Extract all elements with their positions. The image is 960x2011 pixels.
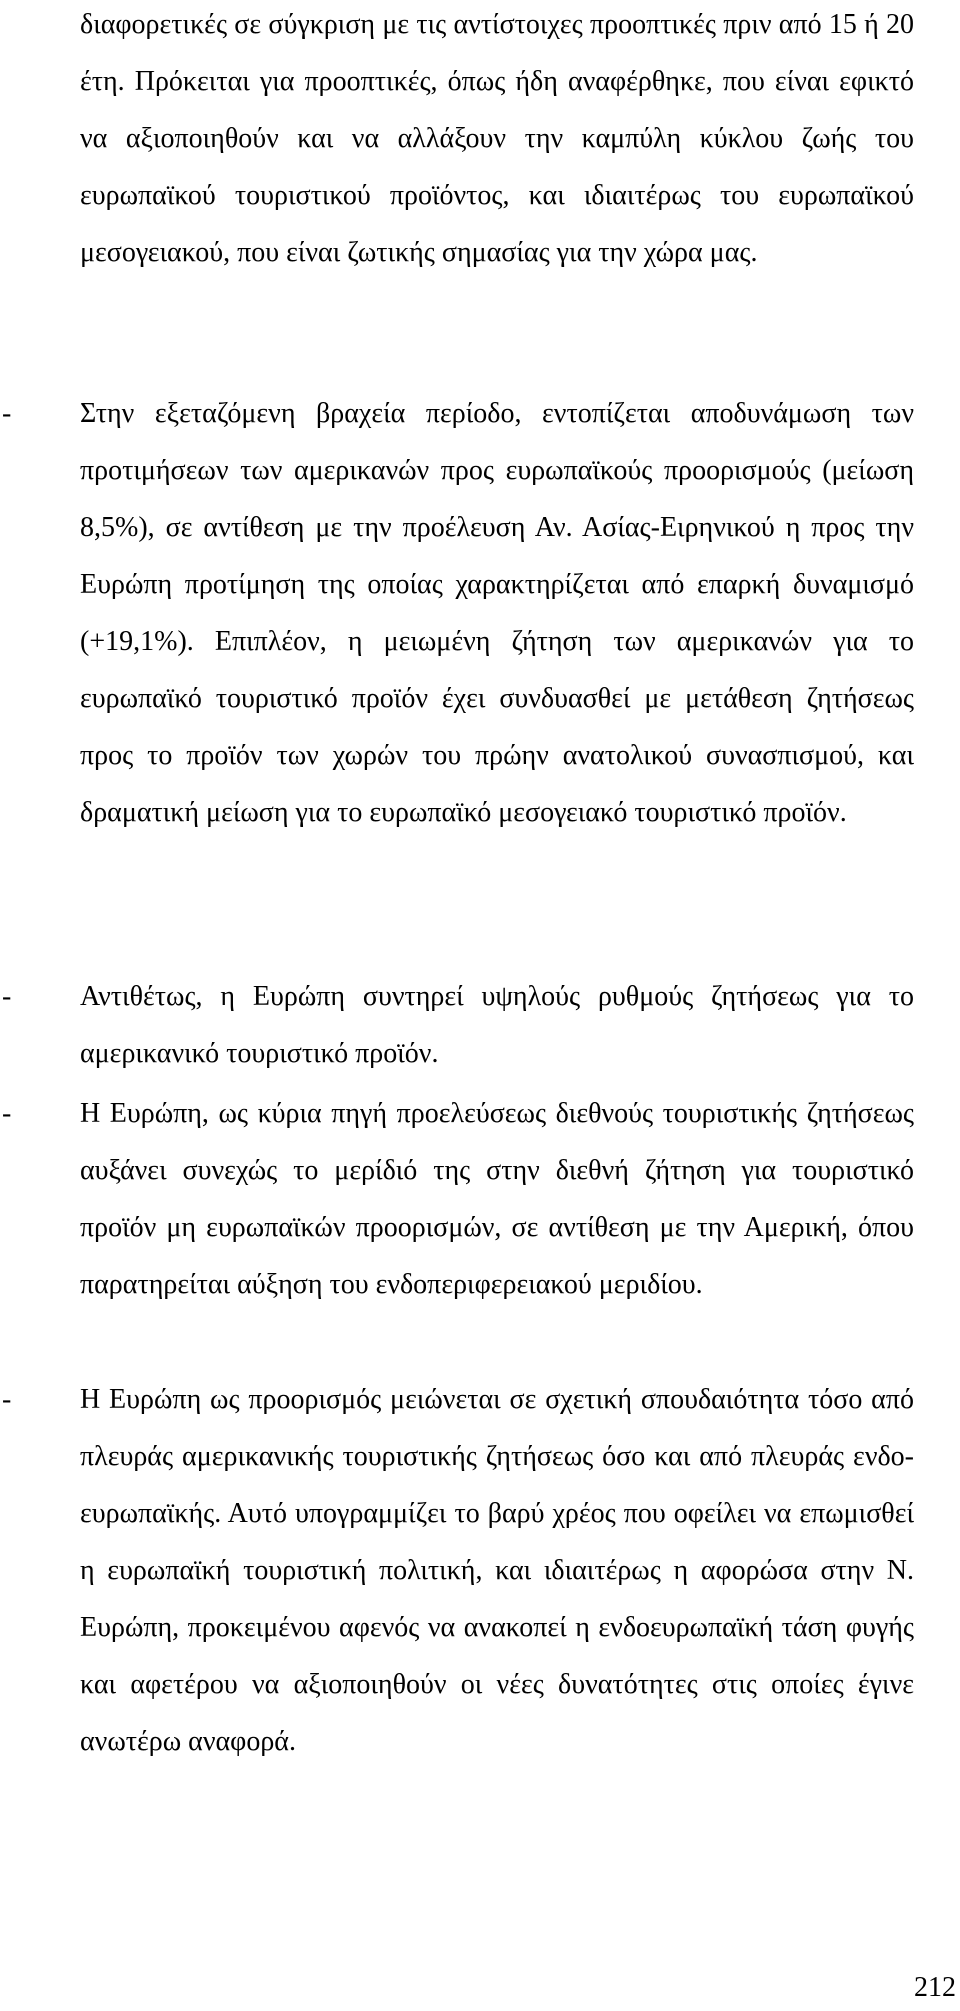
bullet-dash: - [2, 1098, 12, 1129]
bullet-dash: - [2, 1384, 12, 1415]
page-number: 212 [914, 1972, 956, 2003]
bullet-dash: - [2, 981, 12, 1012]
bullet-text: Η Ευρώπη ως προορισμός μειώνεται σε σχετική σπουδαιότητα τόσο από πλευράς αμερικανικής τουριστικής ζητήσεως όσο και από πλευράς ενδο-ευρωπαϊκής. Αυτό υπογραμμίζει το βαρύ χρέος που οφείλει να επωμισθεί η ευρωπαϊκή τουριστική πολιτική, και ιδιαιτέρως η αφορώσα στην Ν. Ευρώπη, προκειμένου αφενός να ανακοπεί η ενδοευρωπαϊκή τάση φυγής και αφετέρου να αξιοποιηθούν οι νέες δυνατότητες στις οποίες έγινε ανωτέρω αναφορά. [80, 1384, 914, 1757]
bullet-dash: - [2, 398, 12, 429]
bullet-text: Αντιθέτως, η Ευρώπη συντηρεί υψηλούς ρυθμούς ζητήσεως για το αμερικανικό τουριστικό προϊόν. [80, 981, 914, 1069]
bullet-text: Στην εξεταζόμενη βραχεία περίοδο, εντοπίζεται αποδυνάμωση των προτιμήσεων των αμερικανών προς ευρωπαϊκούς προορισμούς (μείωση 8,5%), σε αντίθεση με την προέλευση Αν. Ασίας-Ειρηνικού η προς την Ευρώπη προτίμηση της οποίας χαρακτηρίζεται από επαρκή δυναμισμό (+19,1%). Επιπλέον, η μειωμένη ζήτηση των αμερικανών για το ευρωπαϊκό τουριστικό προϊόν έχει συνδυασθεί με μετάθεση ζητήσεως προς το προϊόν των χωρών του πρώην ανατολικού συνασπισμού, και δραματική μείωση για το ευρωπαϊκό μεσογειακό τουριστικό προϊόν. [80, 398, 914, 828]
bullet-text: Η Ευρώπη, ως κύρια πηγή προελεύσεως διεθνούς τουριστικής ζητήσεως αυξάνει συνεχώς το μερίδιό της στην διεθνή ζήτηση για τουριστικό προϊόν μη ευρωπαϊκών προορισμών, σε αντίθεση με την Αμερική, όπου παρατηρείται αύξηση του ενδοπεριφερειακού μεριδίου. [80, 1098, 914, 1300]
intro-paragraph: διαφορετικές σε σύγκριση με τις αντίστοιχες προοπτικές πριν από 15 ή 20 έτη. Πρόκειται για προοπτικές, όπως ήδη αναφέρθηκε, που είναι εφικτό να αξιοποιηθούν και να αλλάξουν την καμπύλη κύκλου ζωής του ευρωπαϊκού τουριστικού προϊόντος, και ιδιαιτέρως του ευρωπαϊκού μεσογειακού, που είναι ζωτικής σημασίας για την χώρα μας. [80, 9, 914, 268]
